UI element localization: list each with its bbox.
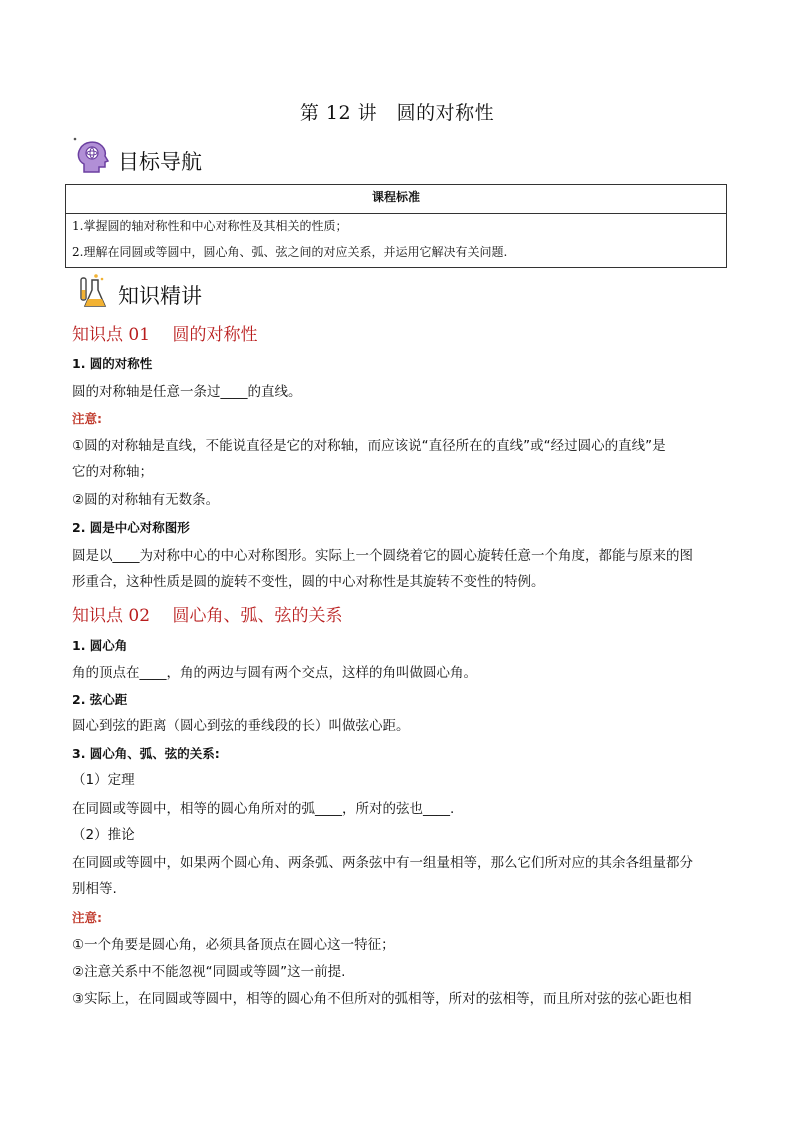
- subheading: 1. 圆的对称性: [72, 356, 153, 371]
- knowledge-point-title: 知识点 01 圆的对称性: [72, 325, 258, 345]
- paragraph: 别相等.: [72, 881, 117, 897]
- paragraph: 形重合，这种性质是圆的旋转不变性，圆的中心对称性是其旋转不变性的特例。: [72, 574, 545, 590]
- page-title: 第 12 讲 圆的对称性: [299, 102, 495, 124]
- head-brain-icon: [72, 136, 112, 180]
- paragraph: 在同圆或等圆中，如果两个圆心角、两条弧、两条弦中有一组量相等，那么它们所对应的其余各组量都分: [72, 855, 693, 871]
- table-header: 课程标准: [66, 185, 726, 214]
- note-label: 注意:: [72, 411, 102, 426]
- section-heading-knowledge: 知识精讲: [118, 284, 202, 308]
- paragraph: 圆的对称轴是任意一条过____的直线。: [72, 384, 302, 400]
- list-label: （1）定理: [72, 772, 135, 788]
- subheading: 3. 圆心角、弧、弦的关系:: [72, 746, 220, 761]
- paragraph: 在同圆或等圆中，相等的圆心角所对的弧____，所对的弦也____.: [72, 801, 455, 817]
- section-heading-goals: 目标导航: [118, 150, 202, 174]
- paragraph: ③实际上，在同圆或等圆中，相等的圆心角不但所对的弧相等，所对的弦相等，而且所对弦的弦心距也相: [72, 991, 692, 1007]
- paragraph: 圆心到弦的距离（圆心到弦的垂线段的长）叫做弦心距。: [72, 718, 410, 734]
- table-row: 1.掌握圆的轴对称性和中心对称性及其相关的性质；: [72, 219, 348, 233]
- paragraph: 圆是以____为对称中心的中心对称图形。实际上一个圆绕着它的圆心旋转任意一个角度，都能与原来的图: [72, 548, 693, 564]
- subheading: 2. 弦心距: [72, 692, 128, 707]
- paragraph: ①一个角要是圆心角，必须具备顶点在圆心这一特征；: [72, 937, 395, 953]
- table-row: 2.理解在同圆或等圆中，圆心角、弧、弦之间的对应关系，并运用它解决有关问题.: [72, 245, 508, 259]
- paragraph: 角的顶点在____，角的两边与圆有两个交点，这样的角叫做圆心角。: [72, 665, 477, 681]
- paragraph: ②注意关系中不能忽视“同圆或等圆”这一前提.: [72, 964, 346, 980]
- subheading: 2. 圆是中心对称图形: [72, 520, 190, 535]
- note-label: 注意:: [72, 910, 102, 925]
- subheading: 1. 圆心角: [72, 638, 128, 653]
- paragraph: 它的对称轴；: [72, 464, 153, 480]
- list-label: （2）推论: [72, 827, 135, 843]
- chemistry-flask-icon: [72, 272, 112, 316]
- paragraph: ②圆的对称轴有无数条。: [72, 492, 220, 508]
- standards-table: [65, 184, 727, 268]
- knowledge-point-title: 知识点 02 圆心角、弧、弦的关系: [72, 606, 343, 626]
- paragraph: ①圆的对称轴是直线，不能说直径是它的对称轴，而应该说“直径所在的直线”或“经过圆心的直线”是: [72, 438, 666, 454]
